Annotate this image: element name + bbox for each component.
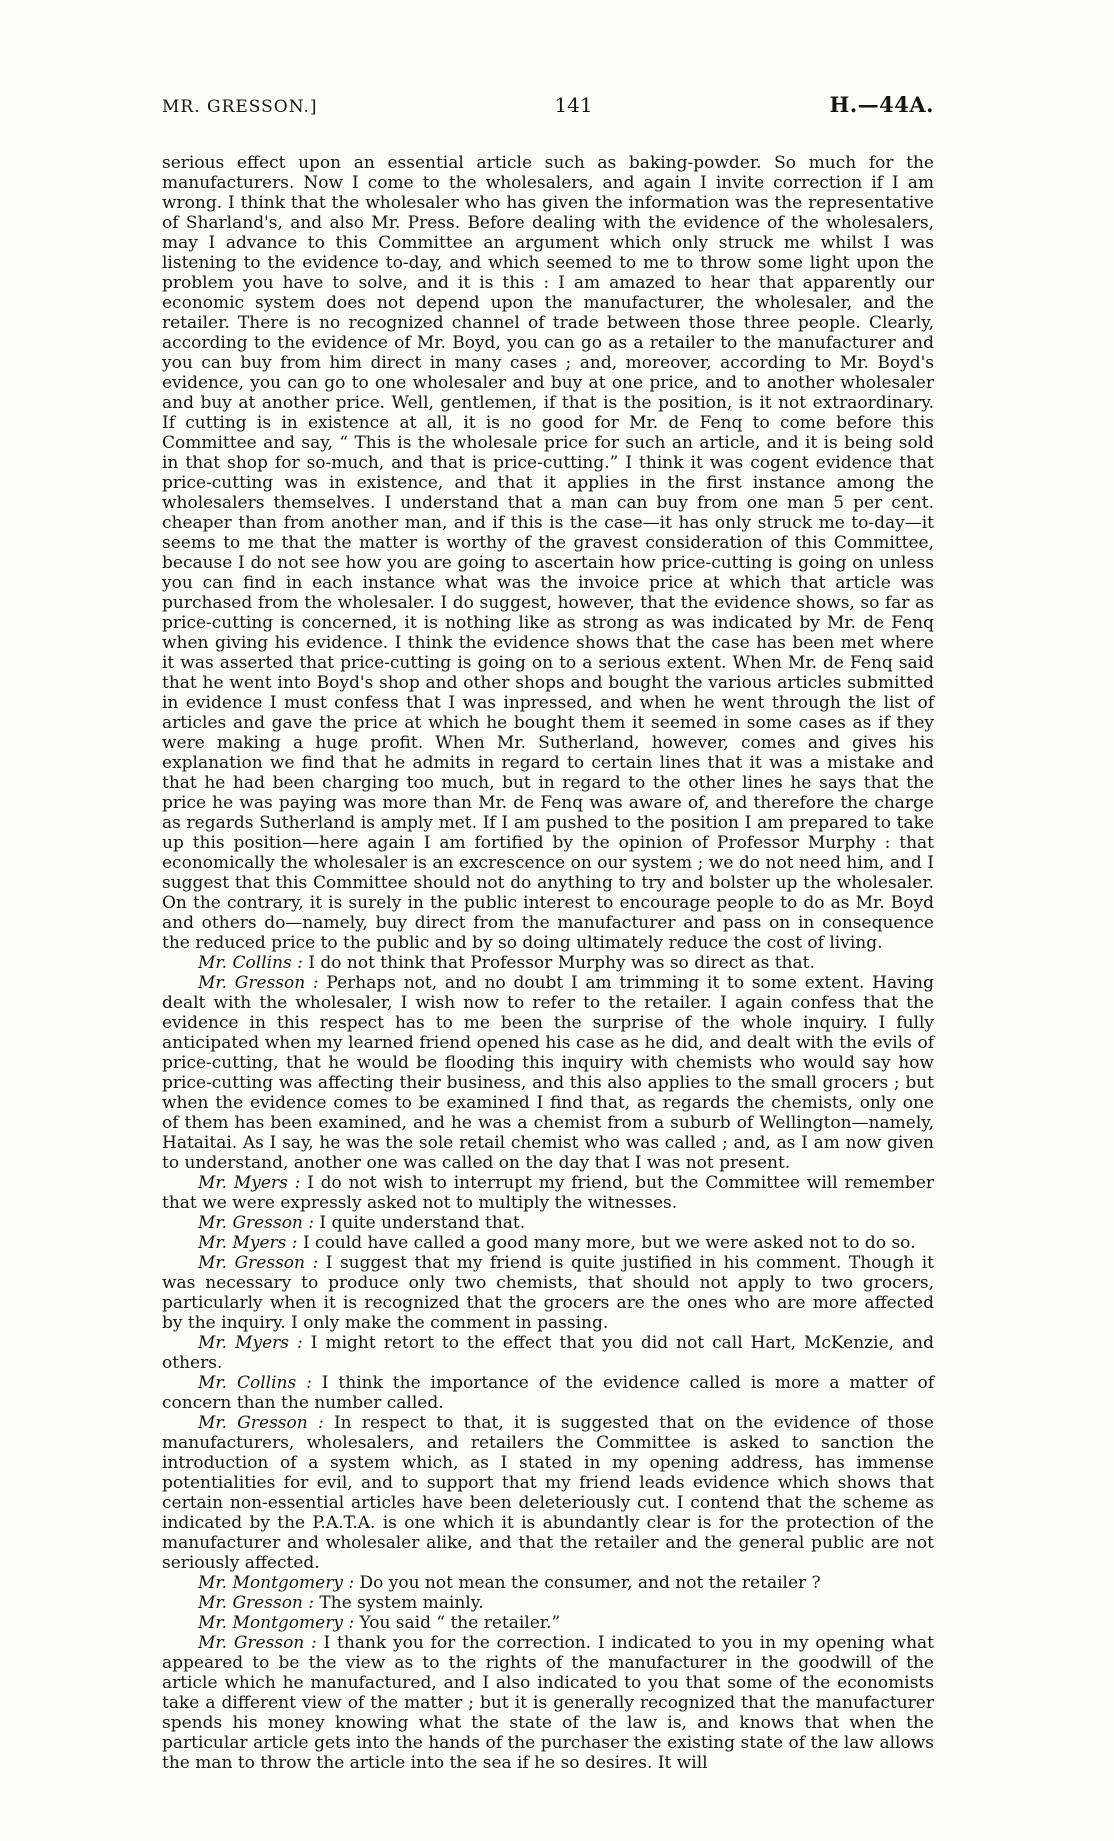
paragraph bbox=[162, 1413, 934, 1573]
paragraph-text: I might retort to the effect that you did not call Hart, McKenzie, and others. bbox=[162, 1333, 935, 1373]
running-head: MR. GRESSON.] bbox=[162, 97, 318, 117]
document-number: H.—44A. bbox=[829, 92, 934, 117]
speaker-name: Mr. Gresson : bbox=[198, 1253, 319, 1273]
speaker-name: Mr. Myers : bbox=[198, 1333, 303, 1353]
paragraph-text: I think the importance of the evidence called is more a matter of concern than the number called. bbox=[162, 1373, 934, 1413]
paragraph bbox=[162, 1613, 934, 1633]
speaker-name: Mr. Montgomery : bbox=[198, 1573, 355, 1593]
speaker-name: Mr. Gresson : bbox=[198, 1633, 317, 1653]
paragraph-text: I thank you for the correction. I indicated to you in my opening what appeared to be the view as to the rights of the manufacturer in the goodwill of the article which he manufactured, and I also indicated to you that some of the economists take a different view of the matter ; but it is generally recognized that the manufacturer spends his money knowing what the state of the law is, and knows that when the particular article gets into the hands of the purchaser the existing state of the law allows the man to throw the article into the sea if he so desires. It will bbox=[162, 1633, 934, 1773]
speaker-name: Mr. Montgomery : bbox=[198, 1613, 355, 1633]
paragraph-text: serious effect upon an essential article such as baking-powder. So much for the manufacturers. Now I come to the wholesalers, and again I invite correction if I am wrong. I think that the wholesaler who has given the information was the representative of Sharland's, and also Mr. Press. Before dealing with the evidence of the wholesalers, may I advance to this Committee an argument which only struck me whilst I was listening to the evidence to-day, and which seemed to me to throw some light upon the problem you have to solve, and it is this : I am amazed to hear that apparently our economic system does not depend upon the manufacturer, the wholesaler, and the retailer. There is no recognized channel of trade between those three people. Clearly, according to the evidence of Mr. Boyd, you can go as a retailer to the manufacturer and you can buy from him direct in many cases ; and, moreover, according to Mr. Boyd's evidence, you can go to one wholesaler and buy at one price, and to another wholesaler and buy at another price. Well, gentlemen, if that is the position, is it not extraordinary. If cutting is in existence at all, it is no good for Mr. de Fenq to come before this Committee and say, “ This is the wholesale price for such an article, and it is being sold in that shop for so-much, and that is price-cutting.” I think it was cogent evidence that price-cutting was in existence, and that it applies in the first instance among the wholesalers themselves. I understand that a man can buy from one man 5 per cent. cheaper than from another man, and if this is the case—it has only struck me to-day—it seems to me that the matter is worthy of the gravest consideration of this Committee, because I do not see how you are going to ascertain how price-cutting is going on unless you can find in each instance what was the invoice price at which that article was purchased from the wholesaler. I do suggest, however, that the evidence shows, so far as price-cutting is concerned, it is nothing like as strong as was indicated by Mr. de Fenq when giving his evidence. I think the evidence shows that the case has been met where it was asserted that price-cutting is going on to a serious extent. When Mr. de Fenq said that he went into Boyd's shop and other shops and bought the various articles submitted in evidence I must confess that I was inpressed, and when he went through the list of articles and gave the price at which he bought them it seemed in some cases as if they were making a huge profit. When Mr. Sutherland, however, comes and gives his explanation we find that he admits in regard to certain lines that it was a mistake and that he had been charging too much, but in regard to the other lines he says that the price he was paying was more than Mr. de Fenq was aware of, and therefore the charge as regards Sutherland is amply met. If I am pushed to the position I am prepared to take up this position—here again I am fortified by the opinion of Professor Murphy : that economically the wholesaler is an excrescence on our system ; we do not need him, and I suggest that this Committee should not do anything to try and bolster up the wholesaler. On the contrary, it is surely in the public interest to encourage people to do as Mr. Boyd and others do—namely, buy direct from the manufacturer and pass on in consequence the reduced price to the public and by so doing ultimately reduce the cost of living. bbox=[162, 153, 934, 953]
paragraph bbox=[162, 1373, 934, 1413]
paragraph-text: I quite understand that. bbox=[319, 1213, 526, 1233]
speaker-name: Mr. Gresson : bbox=[198, 1593, 315, 1613]
body-text bbox=[162, 153, 934, 1773]
paragraph bbox=[162, 1253, 934, 1333]
speaker-name: Mr. Gresson : bbox=[198, 1213, 315, 1233]
page-header bbox=[162, 92, 934, 117]
paragraph bbox=[162, 1213, 934, 1233]
paragraph-text: I do not think that Professor Murphy was so direct as that. bbox=[308, 953, 815, 973]
paragraph bbox=[162, 1633, 934, 1773]
speaker-name: Mr. Collins : bbox=[198, 1373, 312, 1393]
paragraph-text: In respect to that, it is suggested that on the evidence of those manufacturers, wholesalers, and retailers the Committee is asked to sanction the introduction of a system which, as I stated in my opening address, has immense potentialities for evil, and to support that my friend leads evidence which shows that certain non-essential articles have been deleteriously cut. I contend that the scheme as indicated by the P.A.T.A. is one which it is abundantly clear is for the protection of the manufacturer and wholesaler alike, and that the retailer and the general public are not seriously affected. bbox=[162, 1413, 934, 1573]
speaker-name: Mr. Gresson : bbox=[198, 1413, 324, 1433]
paragraph-text: The system mainly. bbox=[319, 1593, 484, 1613]
paragraph bbox=[162, 953, 934, 973]
paragraph-text: You said “ the retailer.” bbox=[359, 1613, 561, 1633]
paragraph-text: I could have called a good many more, but we were asked not to do so. bbox=[302, 1233, 916, 1253]
page-number: 141 bbox=[554, 93, 593, 117]
paragraph bbox=[162, 153, 934, 953]
paragraph-text: Perhaps not, and no doubt I am trimming it to some extent. Having dealt with the wholesaler, I wish now to refer to the retailer. I again confess that the evidence in this respect has to me been the surprise of the whole inquiry. I fully anticipated when my learned friend opened his case as he did, and dealt with the evils of price-cutting, that he would be flooding this inquiry with chemists who would say how price-cutting was affecting their business, and this also applies to the small grocers ; but when the evidence comes to be examined I find that, as regards the chemists, only one of them has been examined, and he was a chemist from a suburb of Wellington—namely, Hataitai. As I say, he was the sole retail chemist who was called ; and, as I am now given to understand, another one was called on the day that I was not present. bbox=[162, 973, 934, 1173]
paragraph bbox=[162, 1593, 934, 1613]
paragraph bbox=[162, 1333, 934, 1373]
paragraph-text: I suggest that my friend is quite justified in his comment. Though it was necessary to produce only two chemists, that should not apply to two grocers, particularly when it is recognized that the grocers are the ones who are more affected by the inquiry. I only make the comment in passing. bbox=[162, 1253, 934, 1333]
speaker-name: Mr. Myers : bbox=[198, 1173, 301, 1193]
paragraph-text: Do you not mean the consumer, and not the retailer ? bbox=[359, 1573, 821, 1593]
paragraph bbox=[162, 973, 934, 1173]
paragraph-text: I do not wish to interrupt my friend, but the Committee will remember that we were expressly asked not to multiply the witnesses. bbox=[162, 1173, 935, 1213]
paragraph bbox=[162, 1173, 934, 1213]
paragraph bbox=[162, 1233, 934, 1253]
speaker-name: Mr. Collins : bbox=[198, 953, 303, 973]
speaker-name: Mr. Myers : bbox=[198, 1233, 298, 1253]
paragraph bbox=[162, 1573, 934, 1593]
speaker-name: Mr. Gresson : bbox=[198, 973, 319, 993]
